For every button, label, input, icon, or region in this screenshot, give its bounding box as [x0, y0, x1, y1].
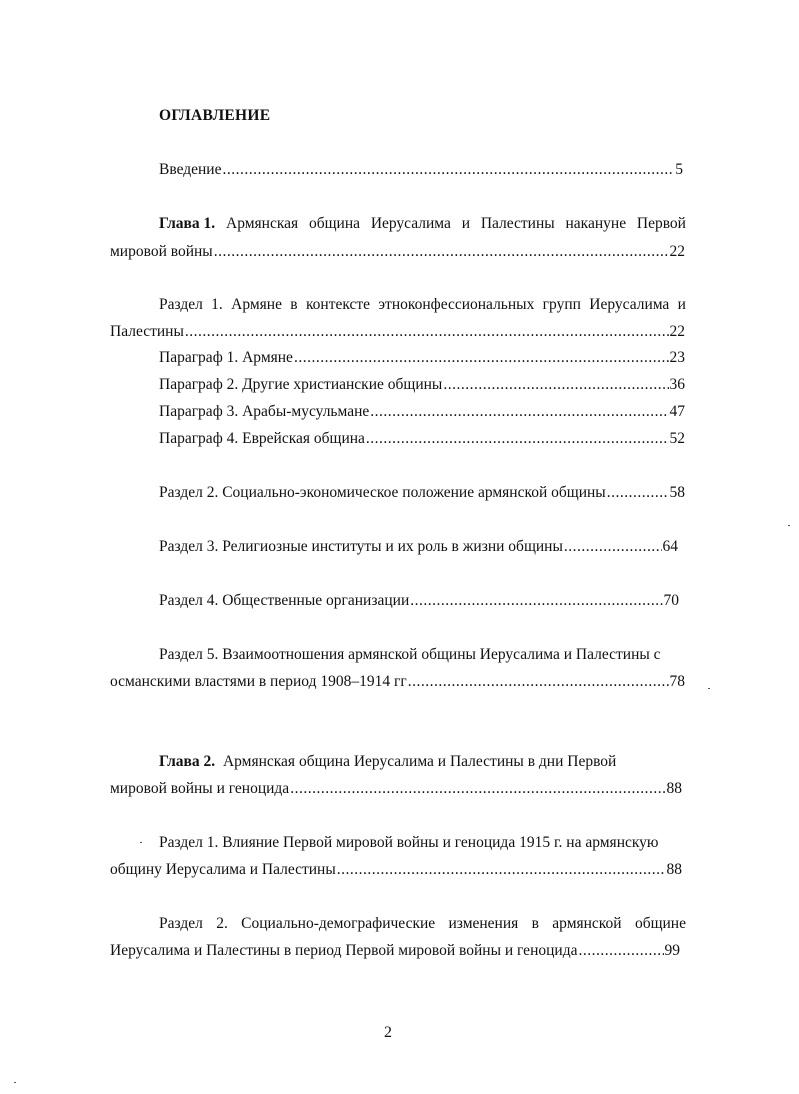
toc-entry-intro[interactable] — [159, 160, 683, 180]
word: накануне — [565, 215, 627, 232]
toc-entry-section1-1-line1[interactable] — [159, 295, 686, 315]
toc-entry-chapter2-line1[interactable] — [159, 752, 616, 772]
word: Раздел — [159, 915, 203, 932]
word: Социально-демографические — [241, 915, 436, 932]
word: изменения — [448, 915, 519, 932]
toc-page: 70 — [663, 592, 679, 609]
word: общине — [634, 915, 686, 932]
chapter-title: Армянская община Иерусалима и Палестины в дни Первой — [222, 753, 617, 770]
toc-leader — [410, 591, 662, 611]
toc-page: 47 — [669, 403, 685, 420]
word: Иерусалима — [589, 296, 670, 313]
toc-leader — [370, 402, 668, 422]
toc-leader — [408, 672, 669, 692]
toc-page: 22 — [669, 323, 685, 340]
toc-leader — [290, 779, 665, 799]
toc-label: Параграф 2. Другие христианские общины — [159, 376, 443, 393]
toc-entry-section1-5-line1[interactable]: Раздел 5. Взаимоотношения армянской общины Иерусалима и Палестины с — [159, 646, 661, 663]
toc-page: 99 — [664, 942, 680, 959]
toc-label: османскими властями в период 1908–1914 гг — [110, 673, 407, 690]
toc-page: 5 — [675, 161, 683, 178]
page-number: 2 — [384, 1024, 392, 1041]
chapter-lead: Глава 1. — [159, 215, 216, 232]
toc-page: 58 — [669, 484, 685, 501]
word: Армяне — [231, 296, 282, 313]
word: этноконфессиональных — [378, 296, 535, 313]
word: Армянская — [226, 215, 299, 232]
word: и — [677, 296, 686, 313]
toc-leader — [443, 375, 668, 395]
toc-entry-section1-1-line2[interactable] — [110, 322, 685, 342]
toc-entry-paragraph-4[interactable] — [159, 429, 685, 449]
word: армянской — [552, 915, 622, 932]
toc-label: мировой войны — [110, 243, 213, 260]
toc-leader — [222, 160, 674, 180]
word: 2. — [216, 915, 228, 932]
toc-entry-chapter2-line2[interactable] — [110, 779, 682, 799]
page-title: ОГЛАВЛЕНИЕ — [159, 107, 271, 124]
word: в — [531, 915, 539, 932]
toc-label: Параграф 3. Арабы-мусульмане — [159, 403, 370, 420]
word: 1. — [211, 296, 223, 313]
toc-entry-paragraph-2[interactable] — [159, 375, 685, 395]
toc-label: Иерусалима и Палестины в период Первой мировой войны и геноцида — [110, 942, 578, 959]
toc-label: Раздел 2. Социально-экономическое положение армянской общины — [159, 484, 606, 501]
toc-entry-section1-2[interactable] — [159, 483, 685, 503]
toc-page: 64 — [662, 538, 678, 555]
toc-entry-chapter1-line1[interactable] — [159, 214, 686, 234]
toc-leader — [185, 322, 669, 342]
toc-label: Введение — [159, 161, 222, 178]
toc-page: 88 — [666, 861, 682, 878]
toc-entry-chapter1-line2[interactable] — [110, 242, 685, 262]
toc-page: 22 — [669, 243, 685, 260]
toc-entry-section2-1-line1[interactable]: Раздел 1. Влияние Первой мировой войны и геноцида 1915 г. на армянскую — [159, 834, 659, 851]
toc-page: 36 — [669, 376, 685, 393]
toc-entry-section2-2-line2[interactable] — [110, 941, 680, 961]
word: Иерусалима — [370, 215, 451, 232]
toc-leader — [578, 941, 663, 961]
toc-page: 88 — [666, 780, 682, 797]
toc-entry-section1-4[interactable] — [159, 591, 679, 611]
toc-leader — [294, 348, 669, 368]
toc-page: 78 — [669, 673, 685, 690]
word: Первой — [636, 215, 686, 232]
word: община — [308, 215, 360, 232]
scan-speck — [788, 525, 790, 526]
word: контексте — [305, 296, 371, 313]
toc-leader — [337, 860, 666, 880]
word: и — [461, 215, 470, 232]
toc-leader — [366, 429, 669, 449]
toc-page: 52 — [669, 430, 685, 447]
toc-leader — [607, 483, 669, 503]
toc-label: общину Иерусалима и Палестины — [110, 861, 336, 878]
toc-leader — [564, 537, 662, 557]
toc-entry-section2-1-line2[interactable] — [110, 860, 682, 880]
toc-label: Параграф 1. Армяне — [159, 349, 293, 366]
toc-entry-section1-3[interactable] — [159, 537, 678, 557]
toc-label: Палестины — [110, 323, 184, 340]
toc-entry-section1-5-line2[interactable] — [110, 672, 685, 692]
chapter-lead: Глава 2. — [159, 753, 216, 770]
toc-label: Параграф 4. Еврейская община — [159, 430, 365, 447]
toc-label: Раздел 4. Общественные организации — [159, 592, 410, 609]
toc-label: Раздел 3. Религиозные институты и их роль в жизни общины — [159, 538, 563, 555]
scan-speck — [140, 842, 142, 843]
toc-label: мировой войны и геноцида — [110, 780, 290, 797]
scan-speck — [708, 688, 710, 689]
toc-leader — [214, 242, 669, 262]
scan-speck — [14, 1082, 16, 1083]
toc-entry-section2-2-line1[interactable] — [159, 914, 686, 934]
word: Палестины — [480, 215, 555, 232]
word: Раздел — [159, 296, 203, 313]
word: в — [290, 296, 298, 313]
toc-entry-paragraph-1[interactable] — [159, 348, 685, 368]
toc-page: 23 — [669, 349, 685, 366]
toc-entry-paragraph-3[interactable] — [159, 402, 685, 422]
word: групп — [542, 296, 581, 313]
